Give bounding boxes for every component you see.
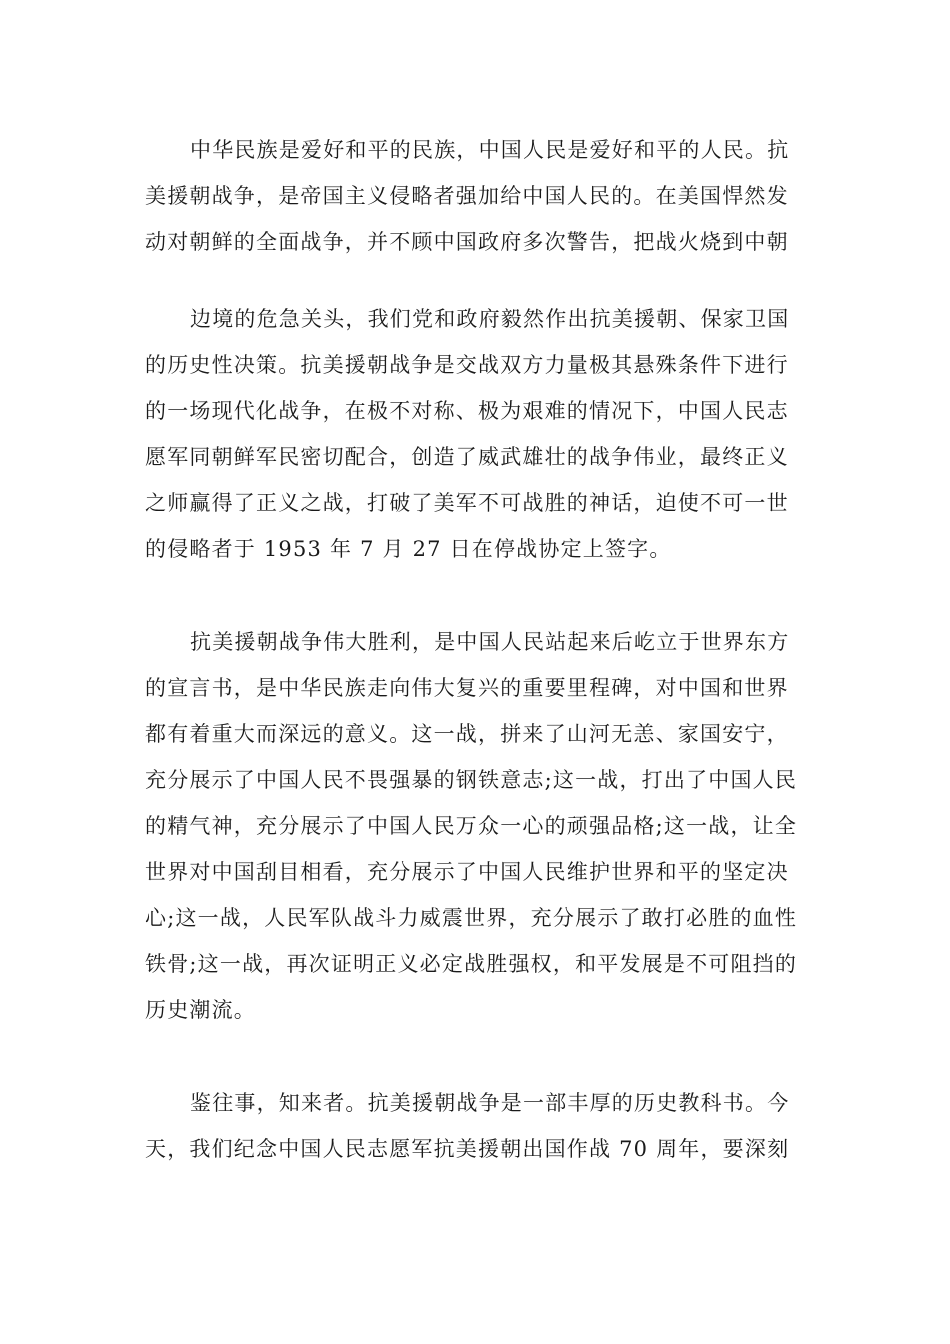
text-line: 心;这一战，人民军队战斗力威震世界，充分展示了敢打必胜的血性	[145, 906, 798, 930]
text-line: 的一场现代化战争，在极不对称、极为艰难的情况下，中国人民志	[145, 399, 789, 423]
text-line: 历史潮流。	[145, 998, 256, 1022]
text-line: 动对朝鲜的全面战争，并不顾中国政府多次警告，把战火烧到中朝	[145, 230, 789, 254]
text-line: 美援朝战争，是帝国主义侵略者强加给中国人民的。在美国悍然发	[145, 184, 789, 208]
text-line: 充分展示了中国人民不畏强暴的钢铁意志;这一战，打出了中国人民	[145, 768, 798, 792]
text-line: 愿军同朝鲜军民密切配合，创造了威武雄壮的战争伟业，最终正义	[145, 445, 789, 469]
text-line: 的侵略者于 1953 年 7 月 27 日在停战协定上签字。	[145, 537, 672, 561]
text-line: 之师赢得了正义之战，打破了美军不可战胜的神话，迫使不可一世	[145, 491, 789, 515]
text-line: 边境的危急关头，我们党和政府毅然作出抗美援朝、保家卫国	[190, 307, 790, 331]
text-line: 的精气神，充分展示了中国人民万众一心的顽强品格;这一战，让全	[145, 814, 798, 838]
text-line: 铁骨;这一战，再次证明正义必定战胜强权，和平发展是不可阻挡的	[145, 952, 798, 976]
paragraph-2	[145, 296, 815, 572]
text-line: 的宣言书，是中华民族走向伟大复兴的重要里程碑，对中国和世界	[145, 676, 789, 700]
text-line: 世界对中国刮目相看，充分展示了中国人民维护世界和平的坚定决	[145, 860, 789, 884]
text-line: 天，我们纪念中国人民志愿军抗美援朝出国作战 70 周年，要深刻	[145, 1137, 790, 1161]
paragraph-4	[145, 1080, 815, 1172]
text-line: 的历史性决策。抗美援朝战争是交战双方力量极其悬殊条件下进行	[145, 353, 789, 377]
paragraph-1	[145, 127, 815, 265]
paragraph-3	[145, 619, 815, 1033]
text-line: 鉴往事，知来者。抗美援朝战争是一部丰厚的历史教科书。今	[190, 1091, 790, 1115]
text-line: 都有着重大而深远的意义。这一战，拼来了山河无恙、家国安宁，	[145, 722, 789, 746]
text-line: 中华民族是爱好和平的民族，中国人民是爱好和平的人民。抗	[190, 138, 790, 162]
text-line: 抗美援朝战争伟大胜利，是中国人民站起来后屹立于世界东方	[190, 630, 790, 654]
